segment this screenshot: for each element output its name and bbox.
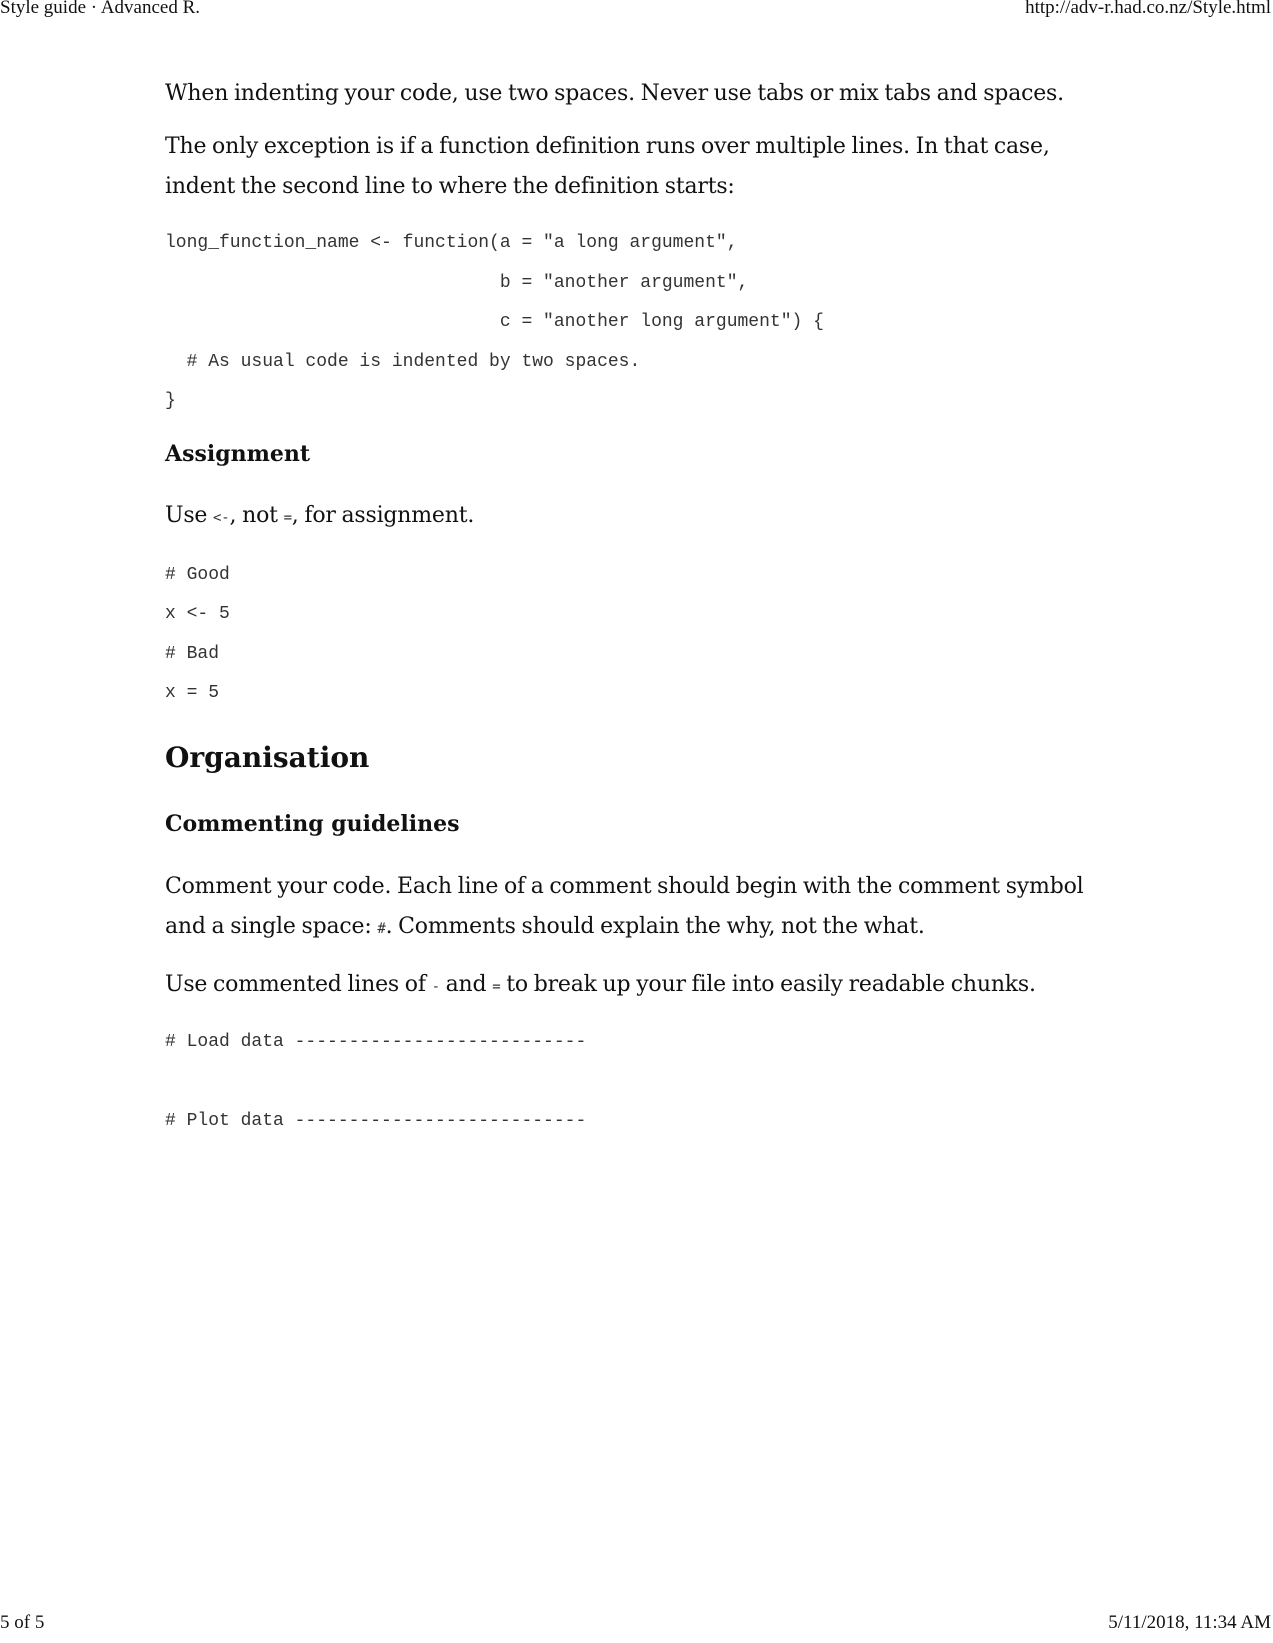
- print-datetime: 5/11/2018, 11:34 AM: [1108, 1612, 1271, 1633]
- document-body: [165, 74, 1105, 1141]
- paragraph-comment-code: [165, 867, 1105, 949]
- code-line: c = "another long argument") {: [165, 312, 824, 332]
- paragraph-exception: The only exception is if a function definition runs over multiple lines. In that case, indent the second line to where the definition starts:: [165, 134, 1050, 199]
- code-line: # Bad: [165, 643, 220, 664]
- text-span: Use: [165, 502, 214, 528]
- inline-code: =: [492, 978, 501, 995]
- text-span: Use commented lines of: [165, 971, 432, 997]
- text-span: to break up your file into easily readable chunks.: [500, 971, 1036, 997]
- code-line: x <- 5: [165, 604, 230, 624]
- paragraph-commented-lines: [165, 965, 1105, 1007]
- paragraph-indentation: When indenting your code, use two spaces. Never use tabs or mix tabs and spaces.: [165, 81, 1064, 106]
- page-title: Style guide · Advanced R.: [0, 0, 200, 18]
- heading-organisation: Organisation: [165, 740, 370, 774]
- text-span: Comment your code. Each line of a comment should begin with the comment symbol and a single space:: [165, 873, 1084, 939]
- paragraph-assignment: [165, 496, 1105, 538]
- inline-code: -: [431, 978, 440, 995]
- code-line: # Load data ---------------------------: [165, 1031, 587, 1052]
- inline-code: #: [377, 920, 386, 937]
- code-line: x = 5: [165, 683, 220, 703]
- code-line: # Plot data ---------------------------: [165, 1110, 587, 1131]
- print-footer: [0, 1612, 1273, 1636]
- code-block-function: [165, 224, 1105, 422]
- print-header: [0, 0, 1273, 21]
- text-span: , for assignment.: [291, 502, 475, 528]
- code-line: # As usual code is indented by two spaces.: [165, 351, 641, 372]
- inline-code: <-: [213, 509, 230, 526]
- text-span: and: [439, 971, 493, 997]
- heading-assignment: Assignment: [165, 440, 311, 467]
- code-line: [165, 1062, 1105, 1102]
- code-line: # Good: [165, 564, 230, 585]
- page-url: http://adv-r.had.co.nz/Style.html: [1025, 0, 1271, 18]
- text-span: . Comments should explain the why, not the what.: [385, 913, 925, 939]
- inline-code: =: [283, 509, 292, 526]
- code-block-assignment: [165, 556, 1105, 714]
- page-number: 5 of 5: [0, 1612, 45, 1633]
- code-line: long_function_name <- function(a = "a long argument",: [165, 233, 738, 253]
- heading-commenting-guidelines: Commenting guidelines: [165, 810, 460, 837]
- code-block-sections: [165, 1023, 1105, 1142]
- code-line: b = "another argument",: [165, 272, 749, 293]
- text-span: , not: [229, 502, 284, 528]
- code-line: }: [165, 391, 176, 411]
